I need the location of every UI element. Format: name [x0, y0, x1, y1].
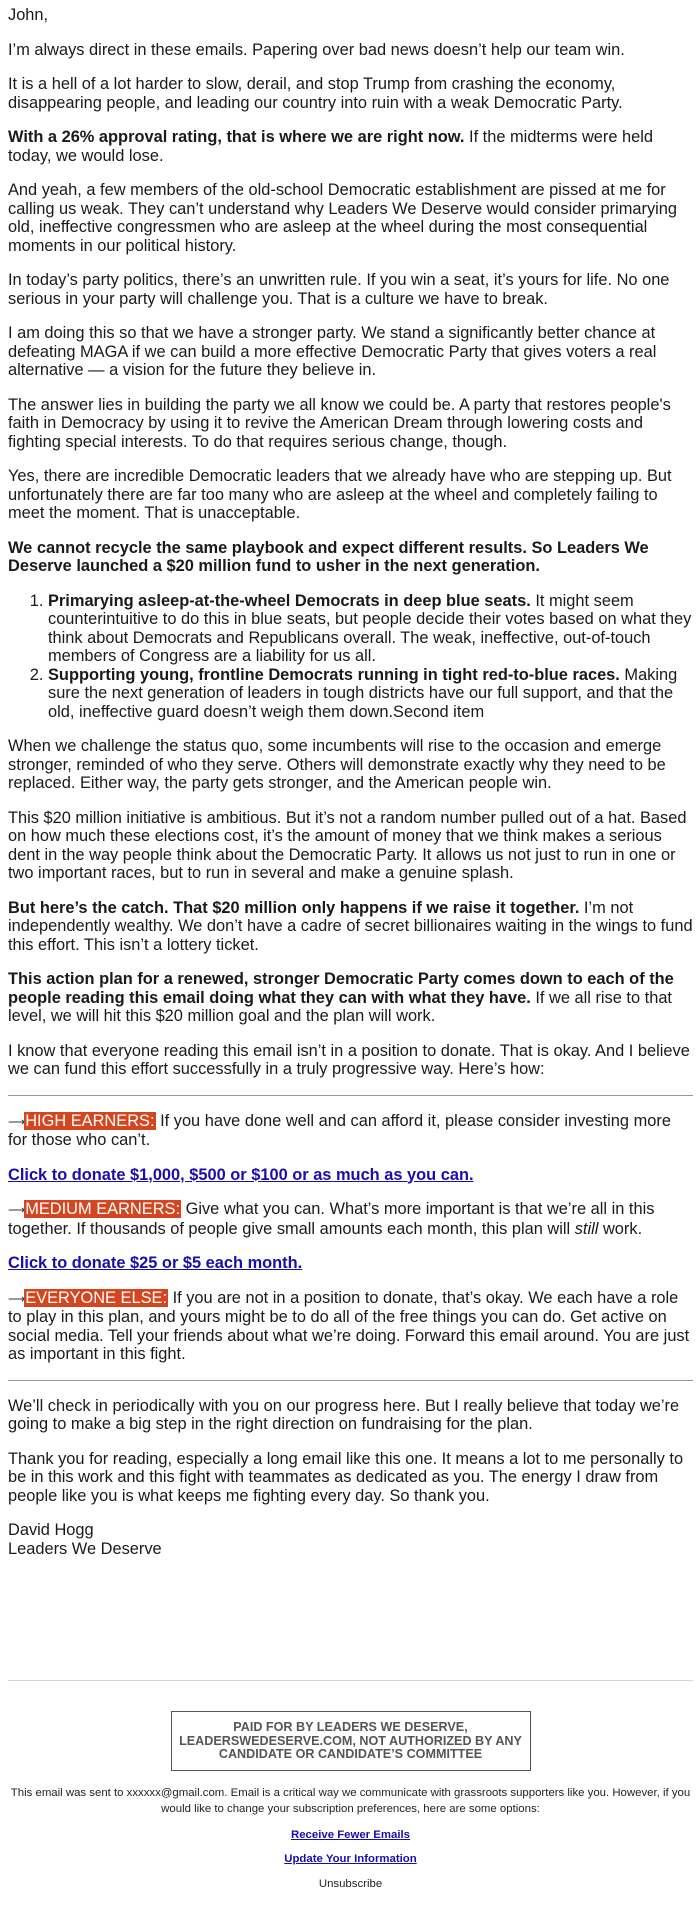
catch-rest: I’m not independently wealthy. We don’t have a cadre of secret billionaires waiting in the wings to fund this effort. This isn’t a lottery ticket.	[8, 898, 693, 954]
arrow-icon: ⟶	[8, 1203, 25, 1217]
update-information-link[interactable]: Update Your Information	[284, 1852, 417, 1865]
paragraph-initiative: This $20 million initiative is ambitious. But it’s not a random number pulled out of a hat. Based on how much these elections cost, it’s the amount of money that we think makes a serious dent in the way people think about the Democratic Party. It allows us not just to run in one or two important races, but to run in several and make a genuine splash.	[8, 808, 687, 882]
signature-name: David Hogg	[8, 1521, 94, 1539]
list-item	[48, 666, 693, 722]
paragraph-intro: I’m always direct in these emails. Papering over bad news doesn’t help our team win.	[8, 40, 625, 59]
tier-tag: HIGH EARNERS:	[25, 1111, 155, 1130]
list-item-text: It might seem counterintuitive to do this in blue seats, but people decide their votes based on what they think about Democrats and Republicans overall. The weak, ineffective, out-of-touch members of Congress are a liability for us all.	[48, 591, 692, 665]
unsubscribe-link[interactable]: Unsubscribe	[318, 1877, 383, 1890]
paragraph-thank-you: Thank you for reading, especially a long email like this one. It means a lot to me personally to be in this work and this fight with teammates as dedicated as you. The energy I draw from people like you is what keeps me fighting every day. So thank you.	[8, 1449, 684, 1505]
tier-text-italic: still	[574, 1219, 599, 1238]
donate-link-medium-wrap	[8, 1254, 693, 1273]
paragraph-leaders: Yes, there are incredible Democratic leaders that we already have who are stepping up. But unfortunately there are far too many who are asleep at the wheel and completely failing to meet the moment. That is unacceptable.	[8, 467, 672, 522]
paragraph-establishment: And yeah, a few members of the old-school Democratic establishment are pissed at me for calling us weak. They can’t understand why Leaders We Deserve would consider primarying old, ineffective congressmen who are asleep at the wheel during the most consequential moments in our political history.	[8, 181, 678, 255]
donate-link-medium[interactable]: Click to donate $25 or $5 each month.	[8, 1254, 303, 1272]
divider	[8, 1380, 693, 1381]
action-plan-bold: This action plan for a renewed, stronger Democratic Party comes down to each of the people reading this email doing what they can with what they have.	[8, 970, 674, 1007]
list-item-bold: Supporting young, frontline Democrats running in tight red-to-blue races.	[48, 665, 620, 684]
paragraph-answer: The answer lies in building the party we all know we could be. A party that restores people's faith in Democracy by using it to revive the American Dream through lowering costs and fighting special interests. To do that requires serious change, though.	[8, 395, 671, 451]
list-item-text: Making sure the next generation of leaders in tough districts have our full support, and that the old, ineffective guard doesn’t weigh them down.Second item	[48, 665, 678, 721]
paragraph-check-in: We’ll check in periodically with you on our progress here. But I really believe that today we’re going to make a big step in the right direction on fundraising for the plan.	[8, 1396, 680, 1433]
arrow-icon: ⟶	[8, 1291, 25, 1306]
paragraph-how: I know that everyone reading this email isn’t in a position to donate. That is okay. And I believe we can fund this effort successfully in a truly progressive way. Here’s how:	[8, 1041, 690, 1078]
paragraph-unwritten-rule: In today’s party politics, there’s an unwritten rule. If you win a seat, it’s yours for life. No one serious in your party will challenge you. That is a culture we have to break.	[8, 271, 670, 308]
action-plan-rest: If we all rise to that level, we will hit this $20 million goal and the plan will work.	[8, 988, 672, 1025]
receive-fewer-emails-link[interactable]: Receive Fewer Emails	[290, 1828, 411, 1841]
divider	[8, 1095, 693, 1096]
email-body	[8, 6, 693, 1558]
tier-text: If you have done well and can afford it, please consider investing more for those who can’t.	[8, 1111, 671, 1149]
paragraph-approval	[8, 128, 693, 165]
tier-high-earners	[8, 1112, 693, 1150]
catch-bold: But here’s the catch. That $20 million only happens if we raise it together.	[8, 898, 580, 917]
tier-text: Give what you can. What’s more important is that we’re all in this together. If thousands of people give small amounts each month, this plan will	[8, 1200, 655, 1238]
paragraph-status-quo: When we challenge the status quo, some incumbents will rise to the occasion and emerge stronger, reminded of who they serve. Others will demonstrate exactly why they need to be replaced. Either way, the party gets stronger, and the American people win.	[8, 737, 666, 792]
paragraph-action-plan	[8, 970, 693, 1026]
list-item	[48, 592, 693, 666]
paid-for-disclaimer: PAID FOR BY LEADERS WE DESERVE, LEADERSWEDESERVE.COM, NOT AUTHORIZED BY ANY CANDIDATE OR CANDIDATE’S COMMITTEE	[171, 1711, 531, 1771]
donate-link-high-wrap	[8, 1166, 693, 1185]
footer-divider	[8, 1680, 693, 1681]
list-item-bold: Primarying asleep-at-the-wheel Democrats in deep blue seats.	[48, 591, 531, 610]
approval-bold: With a 26% approval rating, that is where we are right now.	[8, 128, 465, 146]
tier-tag: EVERYONE ELSE:	[25, 1288, 168, 1307]
email-footer	[8, 1680, 693, 1890]
tier-medium-earners	[8, 1200, 693, 1238]
tier-text: If you are not in a position to donate, that’s okay. We each have a role to play in this plan, and yours might be to do all of the free things you can do. Get active on social media. Tell your friends about what we’re doing. Forward this email around. You are just as important in this fight.	[8, 1288, 690, 1363]
signature-org: Leaders We Deserve	[8, 1539, 162, 1558]
approval-rest: If the midterms were held today, we would lose.	[8, 128, 654, 165]
signature	[8, 1521, 693, 1558]
tier-text-end: work.	[598, 1219, 643, 1238]
fund-launch-bold: We cannot recycle the same playbook and expect different results. So Leaders We Deserve launched a $20 million fund to usher in the next generation.	[8, 538, 649, 575]
greeting: John,	[8, 6, 49, 24]
plan-list	[8, 592, 693, 722]
sent-to-notice: This email was sent to xxxxxx@gmail.com. Email is a critical way we communicate with grassroots supporters like you. However, if you would like to change your subscription preferences, here are some options:	[10, 1786, 691, 1815]
paragraph-fund-launch	[8, 539, 693, 576]
tier-tag: MEDIUM EARNERS:	[25, 1200, 181, 1218]
arrow-icon: ⟶	[8, 1114, 25, 1129]
paragraph-trump: It is a hell of a lot harder to slow, derail, and stop Trump from crashing the economy, disappearing people, and leading our country into ruin with a weak Democratic Party.	[8, 75, 623, 112]
donate-link-high[interactable]: Click to donate $1,000, $500 or $100 or as much as you can.	[8, 1165, 474, 1184]
paragraph-catch	[8, 899, 693, 955]
paragraph-stronger-party: I am doing this so that we have a stronger party. We stand a significantly better chance at defeating MAGA if we can build a more effective Democratic Party that gives voters a real alternative — a vision for the future they believe in.	[8, 324, 657, 379]
tier-everyone-else	[8, 1289, 693, 1364]
